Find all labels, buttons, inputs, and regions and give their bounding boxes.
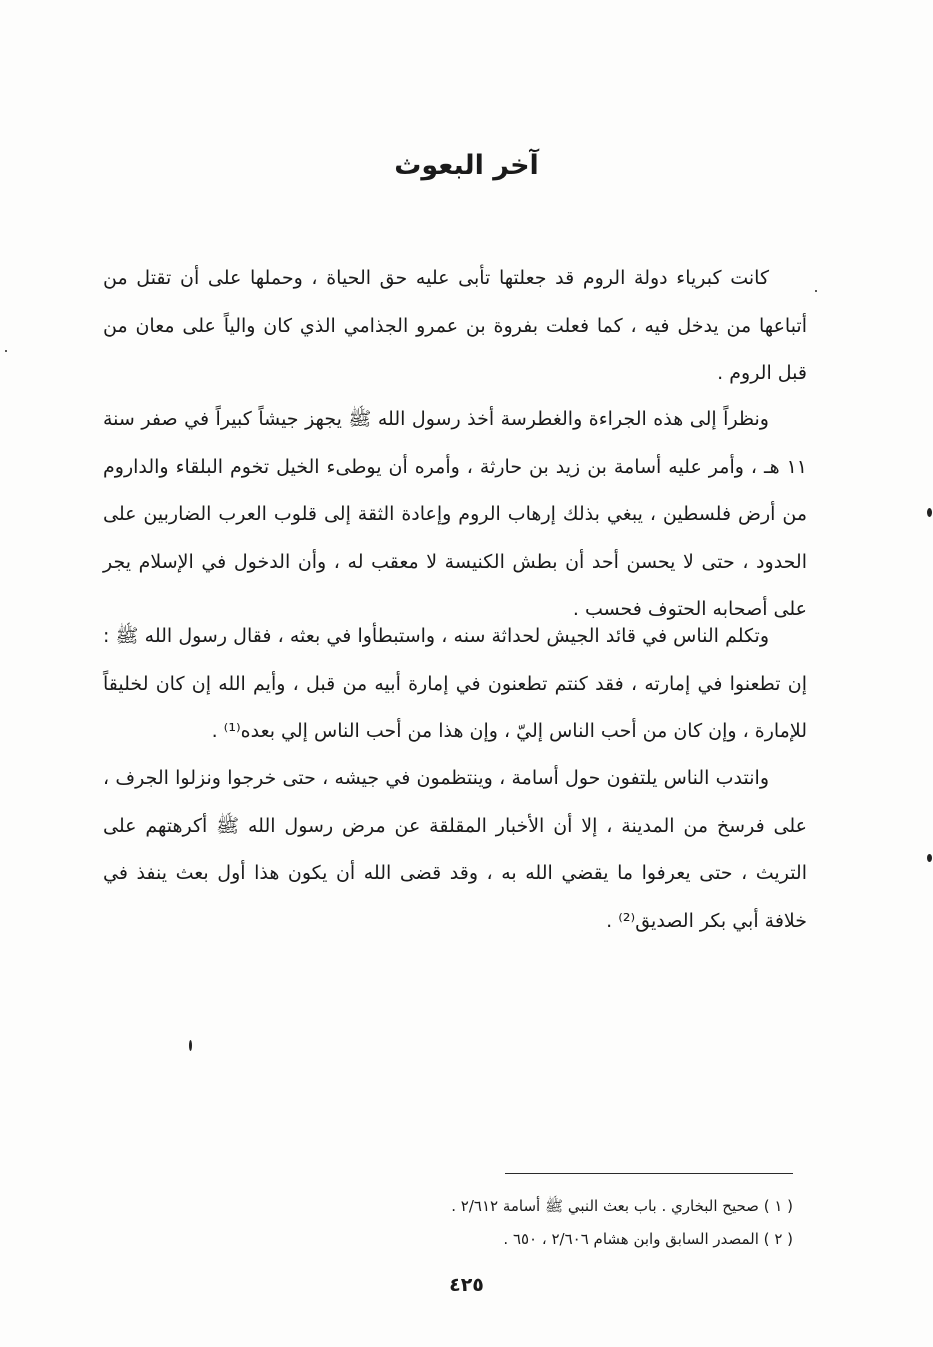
scan-speck bbox=[815, 290, 817, 292]
scan-speck bbox=[927, 854, 932, 862]
paragraph-1: كانت كبرياء دولة الروم قد جعلتها تأبى عليه حق الحياة ، وحملها على أن تقتل من أتباعها من يدخل فيه ، كما فعلت بفروة بن عمرو الجذامي الذي كان والياً على معان من قبل الروم . bbox=[103, 267, 807, 384]
scan-speck bbox=[5, 350, 7, 352]
page-number: ٤٢٥ bbox=[449, 1274, 484, 1296]
footnote-separator bbox=[505, 1173, 793, 1174]
footnote-1: ( ١ ) صحيح البخاري . باب بعث النبي ﷺ أسامة ٢/٦١٢ . bbox=[451, 1197, 793, 1215]
scan-speck bbox=[189, 1040, 192, 1051]
paragraph-4: وانتدب الناس يلتفون حول أسامة ، وينتظمون في جيشه ، حتى خرجوا ونزلوا الجرف ، على فرسخ من المدينة ، إلا أن الأخبار المقلقة عن مرض رسول الله ﷺ أكرهتهم على التريث ، حتى يعرفوا ما يقضي الله به ، وقد قضى الله أن يكون هذا أول بعث ينفذ في خلافة أبي بكر الصديق⁽²⁾ . bbox=[103, 767, 807, 932]
paragraph-2: ونظراً إلى هذه الجراءة والغطرسة أخذ رسول الله ﷺ يجهز جيشاً كبيراً في صفر سنة ١١ هـ ، وأمر عليه أسامة بن زيد بن حارثة ، وأمره أن يوطىء الخيل تخوم البلقاء والداروم من أرض فلسطين ، يبغي بذلك إرهاب الروم وإعادة الثقة إلى قلوب العرب الضاربين على الحدود ، حتى لا يحسن أحد أن بطش الكنيسة لا معقب له ، وأن الدخول في الإسلام يجر على أصحابه الحتوف فحسب . bbox=[103, 408, 807, 620]
paragraph-3: وتكلم الناس في قائد الجيش لحداثة سنه ، واستبطأوا في بعثه ، فقال رسول الله ﷺ : إن تطعنوا في إمارته ، فقد كنتم تطعنون في إمارة أبيه من قبل ، وأيم الله إن كان لخليقاً للإمارة ، وإن كان من أحب الناس إليّ ، وإن هذا من أحب الناس إلي بعده⁽¹⁾ . bbox=[103, 625, 807, 742]
scan-speck bbox=[927, 508, 932, 517]
chapter-title: آخر البعوث bbox=[394, 150, 539, 181]
footnote-2: ( ٢ ) المصدر السابق وابن هشام ٢/٦٠٦ ، ٦٥٠ . bbox=[503, 1230, 793, 1248]
